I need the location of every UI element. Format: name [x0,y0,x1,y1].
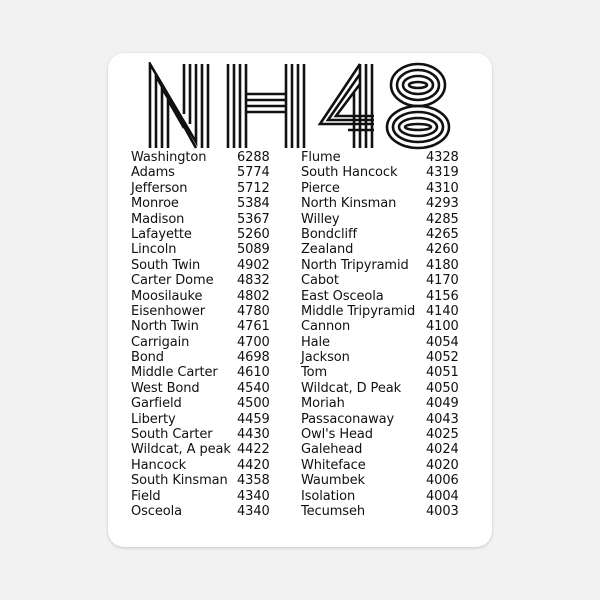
mountain-name: Owl's Head [301,427,373,443]
mountain-elevation: 4328 [426,150,459,165]
mountain-elevation: 4293 [426,196,459,212]
mountain-elevation: 4024 [426,442,459,458]
logo-letter-h [228,64,304,148]
mountain-elevation: 4340 [237,503,270,519]
mountain-name: Cabot [301,273,339,289]
mountain-name: Middle Tripyramid [301,303,416,319]
mountain-elevation: 5367 [237,211,270,227]
mountain-elevation: 4054 [426,334,459,350]
mountain-name: South Hancock [301,165,398,181]
mountain-name: Wildcat, A peak [131,442,231,458]
mountain-elevation: 5089 [237,242,270,258]
logo-digit-eight [387,64,449,148]
mountain-name: South Twin [131,257,201,273]
mountain-elevation: 4265 [426,226,459,242]
mountain-name: Hale [301,334,330,350]
mountain-name: Flume [301,150,341,165]
mountain-name: North Kinsman [301,196,397,212]
mountain-elevation: 4043 [426,411,459,427]
mountain-name: Garfield [131,396,182,412]
mountain-elevation: 5384 [237,196,270,212]
mountain-name: Jackson [301,350,350,366]
mountain-elevation: 4802 [237,288,270,304]
mountain-name: Carrigain [131,334,190,350]
mountain-elevation: 4422 [237,442,270,458]
mountain-name: Madison [131,211,185,227]
mountain-elevation: 4020 [426,457,459,473]
mountain-name: Lincoln [131,242,177,258]
mountain-elevation: 4540 [237,380,270,396]
mountain-elevation: 4004 [426,488,459,504]
mountain-name: North Twin [131,319,199,335]
mountain-elevation: 4761 [237,319,270,335]
mountain-name: Bondcliff [301,226,357,242]
mountain-elevation: 4049 [426,396,459,412]
mountain-elevation: 4285 [426,211,459,227]
mountain-name: West Bond [131,380,200,396]
mountain-elevation: 6288 [237,150,270,165]
mountain-name: Adams [131,165,175,181]
mountain-elevation: 4310 [426,180,459,196]
mountain-elevation: 4340 [237,488,270,504]
mountain-elevation: 4780 [237,303,270,319]
nh48-logo [148,62,452,150]
mountain-elevation: 4052 [426,350,459,366]
logo-letter-n [150,64,208,148]
mountain-name: Bond [131,350,164,366]
mountain-name: Washington [131,150,207,165]
mountain-name: Middle Carter [131,365,218,381]
mountain-elevation: 4003 [426,503,459,519]
mountain-elevation: 4500 [237,396,270,412]
mountain-name: Tecumseh [301,503,365,519]
mountain-elevation: 4260 [426,242,459,258]
mountain-elevation: 4358 [237,473,270,489]
mountain-elevation: 4170 [426,273,459,289]
mountain-elevation: 4902 [237,257,270,273]
mountain-name: Wildcat, D Peak [301,380,402,396]
mountain-name: Zealand [301,242,354,258]
mountain-name: Moosilauke [131,288,203,304]
mountain-elevation: 4180 [426,257,459,273]
mountain-name: Cannon [301,319,351,335]
mountain-elevation: 4140 [426,303,459,319]
mountain-elevation: 4459 [237,411,270,427]
mountain-name: Field [131,488,161,504]
mountain-name: Passaconaway [301,411,395,427]
mountain-elevation: 4051 [426,365,459,381]
mountain-elevation: 4100 [426,319,459,335]
mountain-name: Hancock [131,457,187,473]
mountain-name: Osceola [131,503,182,519]
mountain-name: Pierce [301,180,340,196]
mountain-name: Liberty [131,411,176,427]
mountain-elevation: 5712 [237,180,270,196]
mountain-name: Tom [301,365,328,381]
mountain-elevation: 4050 [426,380,459,396]
mountain-elevation: 4700 [237,334,270,350]
mountain-name: South Carter [131,427,213,443]
mountain-elevation: 4319 [426,165,459,181]
mountain-elevation: 4025 [426,427,459,443]
mountain-name: Galehead [301,442,363,458]
mountain-elevation: 4006 [426,473,459,489]
mountain-name: East Osceola [301,288,384,304]
logo-digit-four [320,64,374,148]
mountain-elevation: 4698 [237,350,270,366]
mountain-elevation: 5260 [237,226,270,242]
mountain-name: Monroe [131,196,179,212]
mountain-name: Carter Dome [131,273,214,289]
mountain-name: South Kinsman [131,473,228,489]
mountain-name: Jefferson [131,180,188,196]
mountain-elevation: 4430 [237,427,270,443]
mountain-name: North Tripyramid [301,257,409,273]
mountain-elevation: 5774 [237,165,270,181]
mountain-name: Whiteface [301,457,366,473]
mountain-elevation: 4832 [237,273,270,289]
mountain-name: Willey [301,211,340,227]
mountain-elevation: 4610 [237,365,270,381]
mountain-name: Moriah [301,396,345,412]
mountain-name: Eisenhower [131,303,206,319]
mountain-elevation: 4420 [237,457,270,473]
mountain-name: Waumbek [301,473,365,489]
mountain-elevation: 4156 [426,288,459,304]
mountain-name: Isolation [301,488,356,504]
mountain-name: Lafayette [131,226,192,242]
